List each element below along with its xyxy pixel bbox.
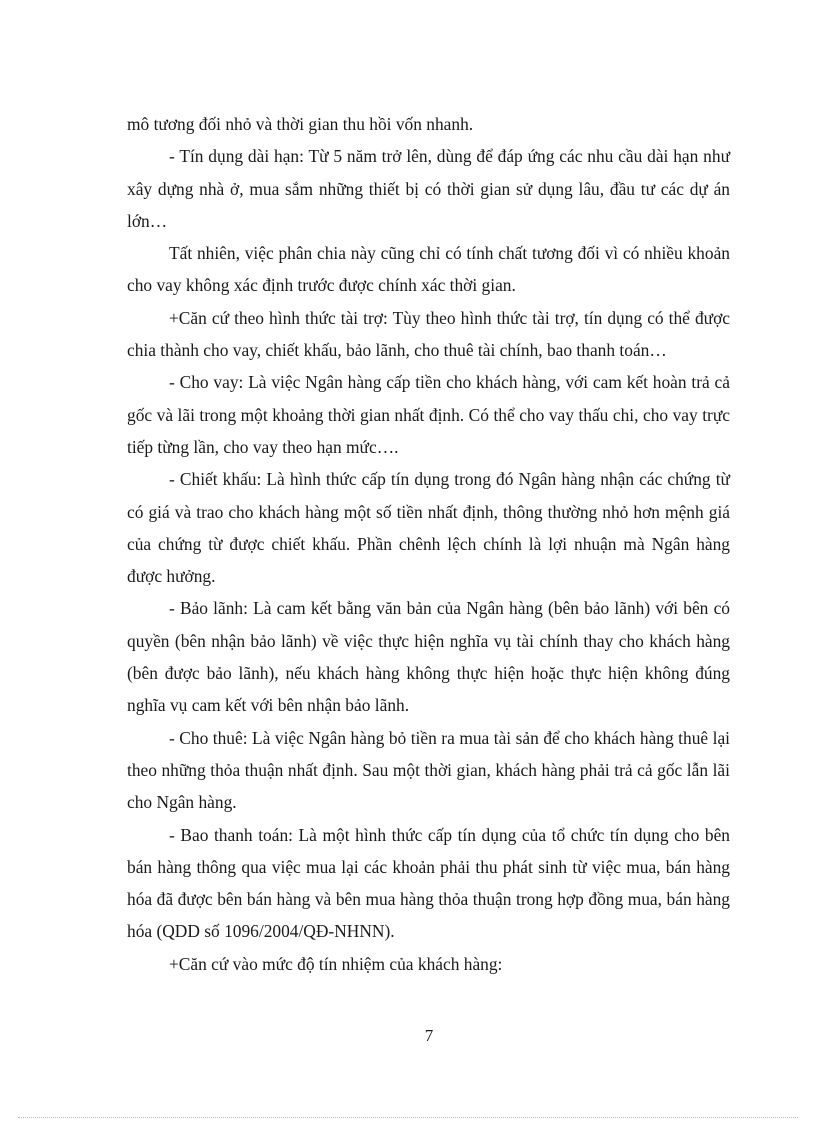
paragraph: - Cho vay: Là việc Ngân hàng cấp tiền cho khách hàng, với cam kết hoàn trả cả gốc và lãi trong một khoảng thời gian nhất định. Có thể cho vay thấu chi, cho vay trực tiếp từng lần, cho vay theo hạn mức…. (127, 372, 730, 457)
paragraph: mô tương đối nhỏ và thời gian thu hồi vốn nhanh. (127, 114, 474, 134)
paragraph: Tất nhiên, việc phân chia này cũng chỉ có tính chất tương đối vì có nhiều khoản cho vay không xác định trước được chính xác thời gian. (127, 243, 730, 296)
paragraph: - Chiết khấu: Là hình thức cấp tín dụng trong đó Ngân hàng nhận các chứng từ có giá và trao cho khách hàng một số tiền nhất định, thông thường nhỏ hơn mệnh giá của chứng từ được chiết khấu. Phần chênh lệch chính là lợi nhuận mà Ngân hàng được hưởng. (127, 469, 730, 587)
paragraph: - Tín dụng dài hạn: Từ 5 năm trở lên, dùng để đáp ứng các nhu cầu dài hạn như xây dựng nhà ở, mua sắm những thiết bị có thời gian sử dụng lâu, đầu tư các dự án lớn… (127, 146, 730, 231)
paragraph: - Cho thuê: Là việc Ngân hàng bỏ tiền ra mua tài sản để cho khách hàng thuê lại theo những thỏa thuận nhất định. Sau một thời gian, khách hàng phải trả cả gốc lẫn lãi cho Ngân hàng. (127, 727, 730, 813)
paragraph: +Căn cứ vào mức độ tín nhiệm của khách hàng: (169, 953, 503, 974)
body-text (127, 108, 730, 980)
paragraph: +Căn cứ theo hình thức tài trợ: Tùy theo hình thức tài trợ, tín dụng có thể được chia thành cho vay, chiết khấu, bảo lãnh, cho thuê tài chính, bao thanh toán… (127, 307, 730, 361)
page-number: 7 (424, 1026, 434, 1045)
page-boundary-divider (18, 1117, 798, 1118)
paragraph: - Bảo lãnh: Là cam kết bằng văn bản của Ngân hàng (bên bảo lãnh) với bên có quyền (bên nhận bảo lãnh) về việc thực hiện nghĩa vụ tài chính thay cho khách hàng (bên được bảo lãnh), nếu khách hàng không thực hiện hoặc thực hiện không đúng nghĩa vụ cam kết với bên nhận bảo lãnh. (127, 598, 730, 716)
paragraph: - Bao thanh toán: Là một hình thức cấp tín dụng của tổ chức tín dụng cho bên bán hàng thông qua việc mua lại các khoản phải thu phát sinh từ việc mua, bán hàng hóa đã được bên bán hàng và bên mua hàng thỏa thuận trong hợp đồng mua, bán hàng hóa (QDD số 1096/2004/QĐ-NHNN). (127, 824, 730, 942)
